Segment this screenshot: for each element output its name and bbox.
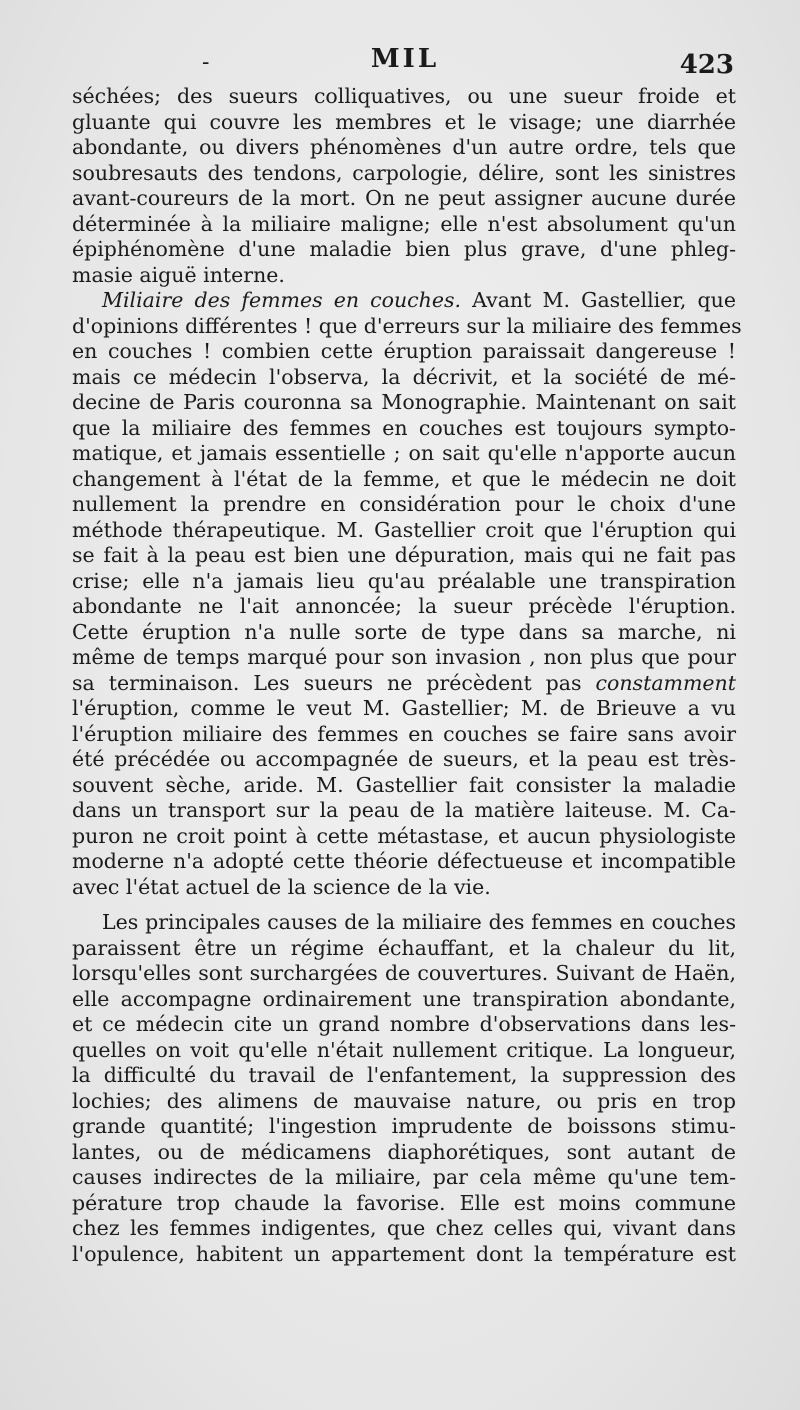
text-line-emphasis — [72, 671, 736, 697]
text-line: été précédée ou accompagnée de sueurs, et la peau est très- — [72, 747, 736, 771]
text-line: quelles on voit qu'elle n'était nullement critique. La longueur, — [72, 1037, 736, 1062]
text-line: avant-coureurs de la mort. On ne peut assigner aucune durée — [72, 186, 736, 210]
text-line-first: Les principales causes de la miliaire des femmes en couches — [102, 910, 736, 934]
emphasis-word: constamment — [595, 670, 736, 695]
page-number: 423 — [679, 50, 734, 80]
paragraph-2 — [72, 288, 742, 900]
text-line: changement à l'état de la femme, et que le médecin ne doit — [72, 466, 736, 491]
text-line: mais ce médecin l'observa, la décrivit, et la société de mé- — [72, 364, 736, 389]
text-line: decine de Paris couronna sa Monographie. Maintenant on sait — [72, 390, 736, 414]
text-line: moderne n'a adopté cette théorie défectueuse et incompatible — [72, 849, 736, 873]
text-line: souvent sèche, aride. M. Gastellier fait consister la maladie — [72, 772, 736, 797]
text-line: abondante ne l'ait annoncée; la sueur précède l'éruption. — [72, 594, 736, 618]
running-header — [70, 44, 740, 78]
text-line: Cette éruption n'a nulle sorte de type dans sa marche, ni — [72, 619, 736, 644]
text-line: lantes, ou de médicamens diaphorétiques, sont autant de — [72, 1139, 736, 1164]
text-line: causes indirectes de la miliaire, par cela même qu'une tem- — [72, 1165, 736, 1189]
text-line: dans un transport sur la peau de la matière laiteuse. M. Ca- — [72, 798, 736, 822]
text-line: épiphénomène d'une maladie bien plus grave, d'une phleg- — [72, 237, 736, 261]
text-line: pérature trop chaude la favorise. Elle est moins commune — [72, 1190, 736, 1215]
text-line: déterminée à la miliaire maligne; elle n'est absolument qu'un — [72, 211, 736, 236]
text-line: que la miliaire des femmes en couches est toujours sympto- — [72, 415, 736, 440]
text-line: avec l'état actuel de la science de la vie. — [72, 874, 491, 899]
paragraph-gap — [72, 900, 736, 910]
text-line: la difficulté du travail de l'enfantement, la suppression des — [72, 1063, 736, 1087]
text-line-first — [72, 288, 736, 314]
text-line: l'éruption, comme le veut M. Gastellier; M. de Brieuve a vu — [72, 696, 736, 720]
section-heading: Miliaire des femmes en couches. — [102, 288, 462, 312]
text-line: en couches ! combien cette éruption paraissait dangereuse ! — [72, 339, 736, 363]
text-line: méthode thérapeutique. M. Gastellier croit que l'éruption qui — [72, 517, 736, 542]
text-line: même de temps marqué pour son invasion , non plus que pour — [72, 645, 736, 669]
text-run: sa terminaison. Les sueurs ne précèdent pas — [72, 670, 596, 695]
text-line: chez les femmes indigentes, que chez celles qui, vivant dans — [72, 1216, 736, 1240]
text-line: l'éruption miliaire des femmes en couches se faire sans avoir — [72, 721, 736, 746]
text-line: séchées; des sueurs colliquatives, ou une sueur froide et — [72, 84, 736, 108]
text-line: soubresauts des tendons, carpologie, délire, sont les sinistres — [72, 160, 736, 185]
text-line: masie aiguë interne. — [72, 262, 285, 287]
text-line: puron ne croit point à cette métastase, et aucun physiologiste — [72, 823, 736, 848]
text-line: paraissent être un régime échauffant, et la chaleur du lit, — [72, 935, 736, 960]
text-line: d'opinions différentes ! que d'erreurs sur la miliaire des femmes — [72, 313, 742, 338]
text-line: matique, et jamais essentielle ; on sait qu'elle n'apporte aucun — [72, 441, 736, 465]
text-line: elle accompagne ordinairement une transpiration abondante, — [72, 986, 736, 1011]
text-line: gluante qui couvre les membres et le visage; une diarrhée — [72, 109, 736, 134]
text-line: l'opulence, habitent un appartement dont la température est — [72, 1241, 736, 1266]
text-line: et ce médecin cite un grand nombre d'observations dans les- — [72, 1012, 736, 1036]
heading-line-rest: Avant M. Gastellier, que — [461, 288, 736, 312]
text-line: abondante, ou divers phénomènes d'un autre ordre, tels que — [72, 135, 736, 159]
text-line: lochies; des alimens de mauvaise nature, ou pris en trop — [72, 1088, 736, 1113]
body-text — [72, 84, 742, 1267]
text-line: se fait à la peau est bien une dépuration, mais qui ne fait pas — [72, 543, 736, 567]
paragraph-1 — [72, 84, 736, 288]
text-line: lorsqu'elles sont surchargées de couvertures. Suivant de Haën, — [72, 961, 736, 985]
header-dash: - — [202, 50, 210, 75]
paragraph-3 — [72, 910, 736, 1267]
text-line: grande quantité; l'ingestion imprudente de boissons stimu- — [72, 1114, 736, 1138]
text-line: nullement la prendre en considération pour le choix d'une — [72, 492, 736, 516]
running-title: MIL — [370, 44, 440, 74]
text-line: crise; elle n'a jamais lieu qu'au préalable une transpiration — [72, 568, 736, 593]
